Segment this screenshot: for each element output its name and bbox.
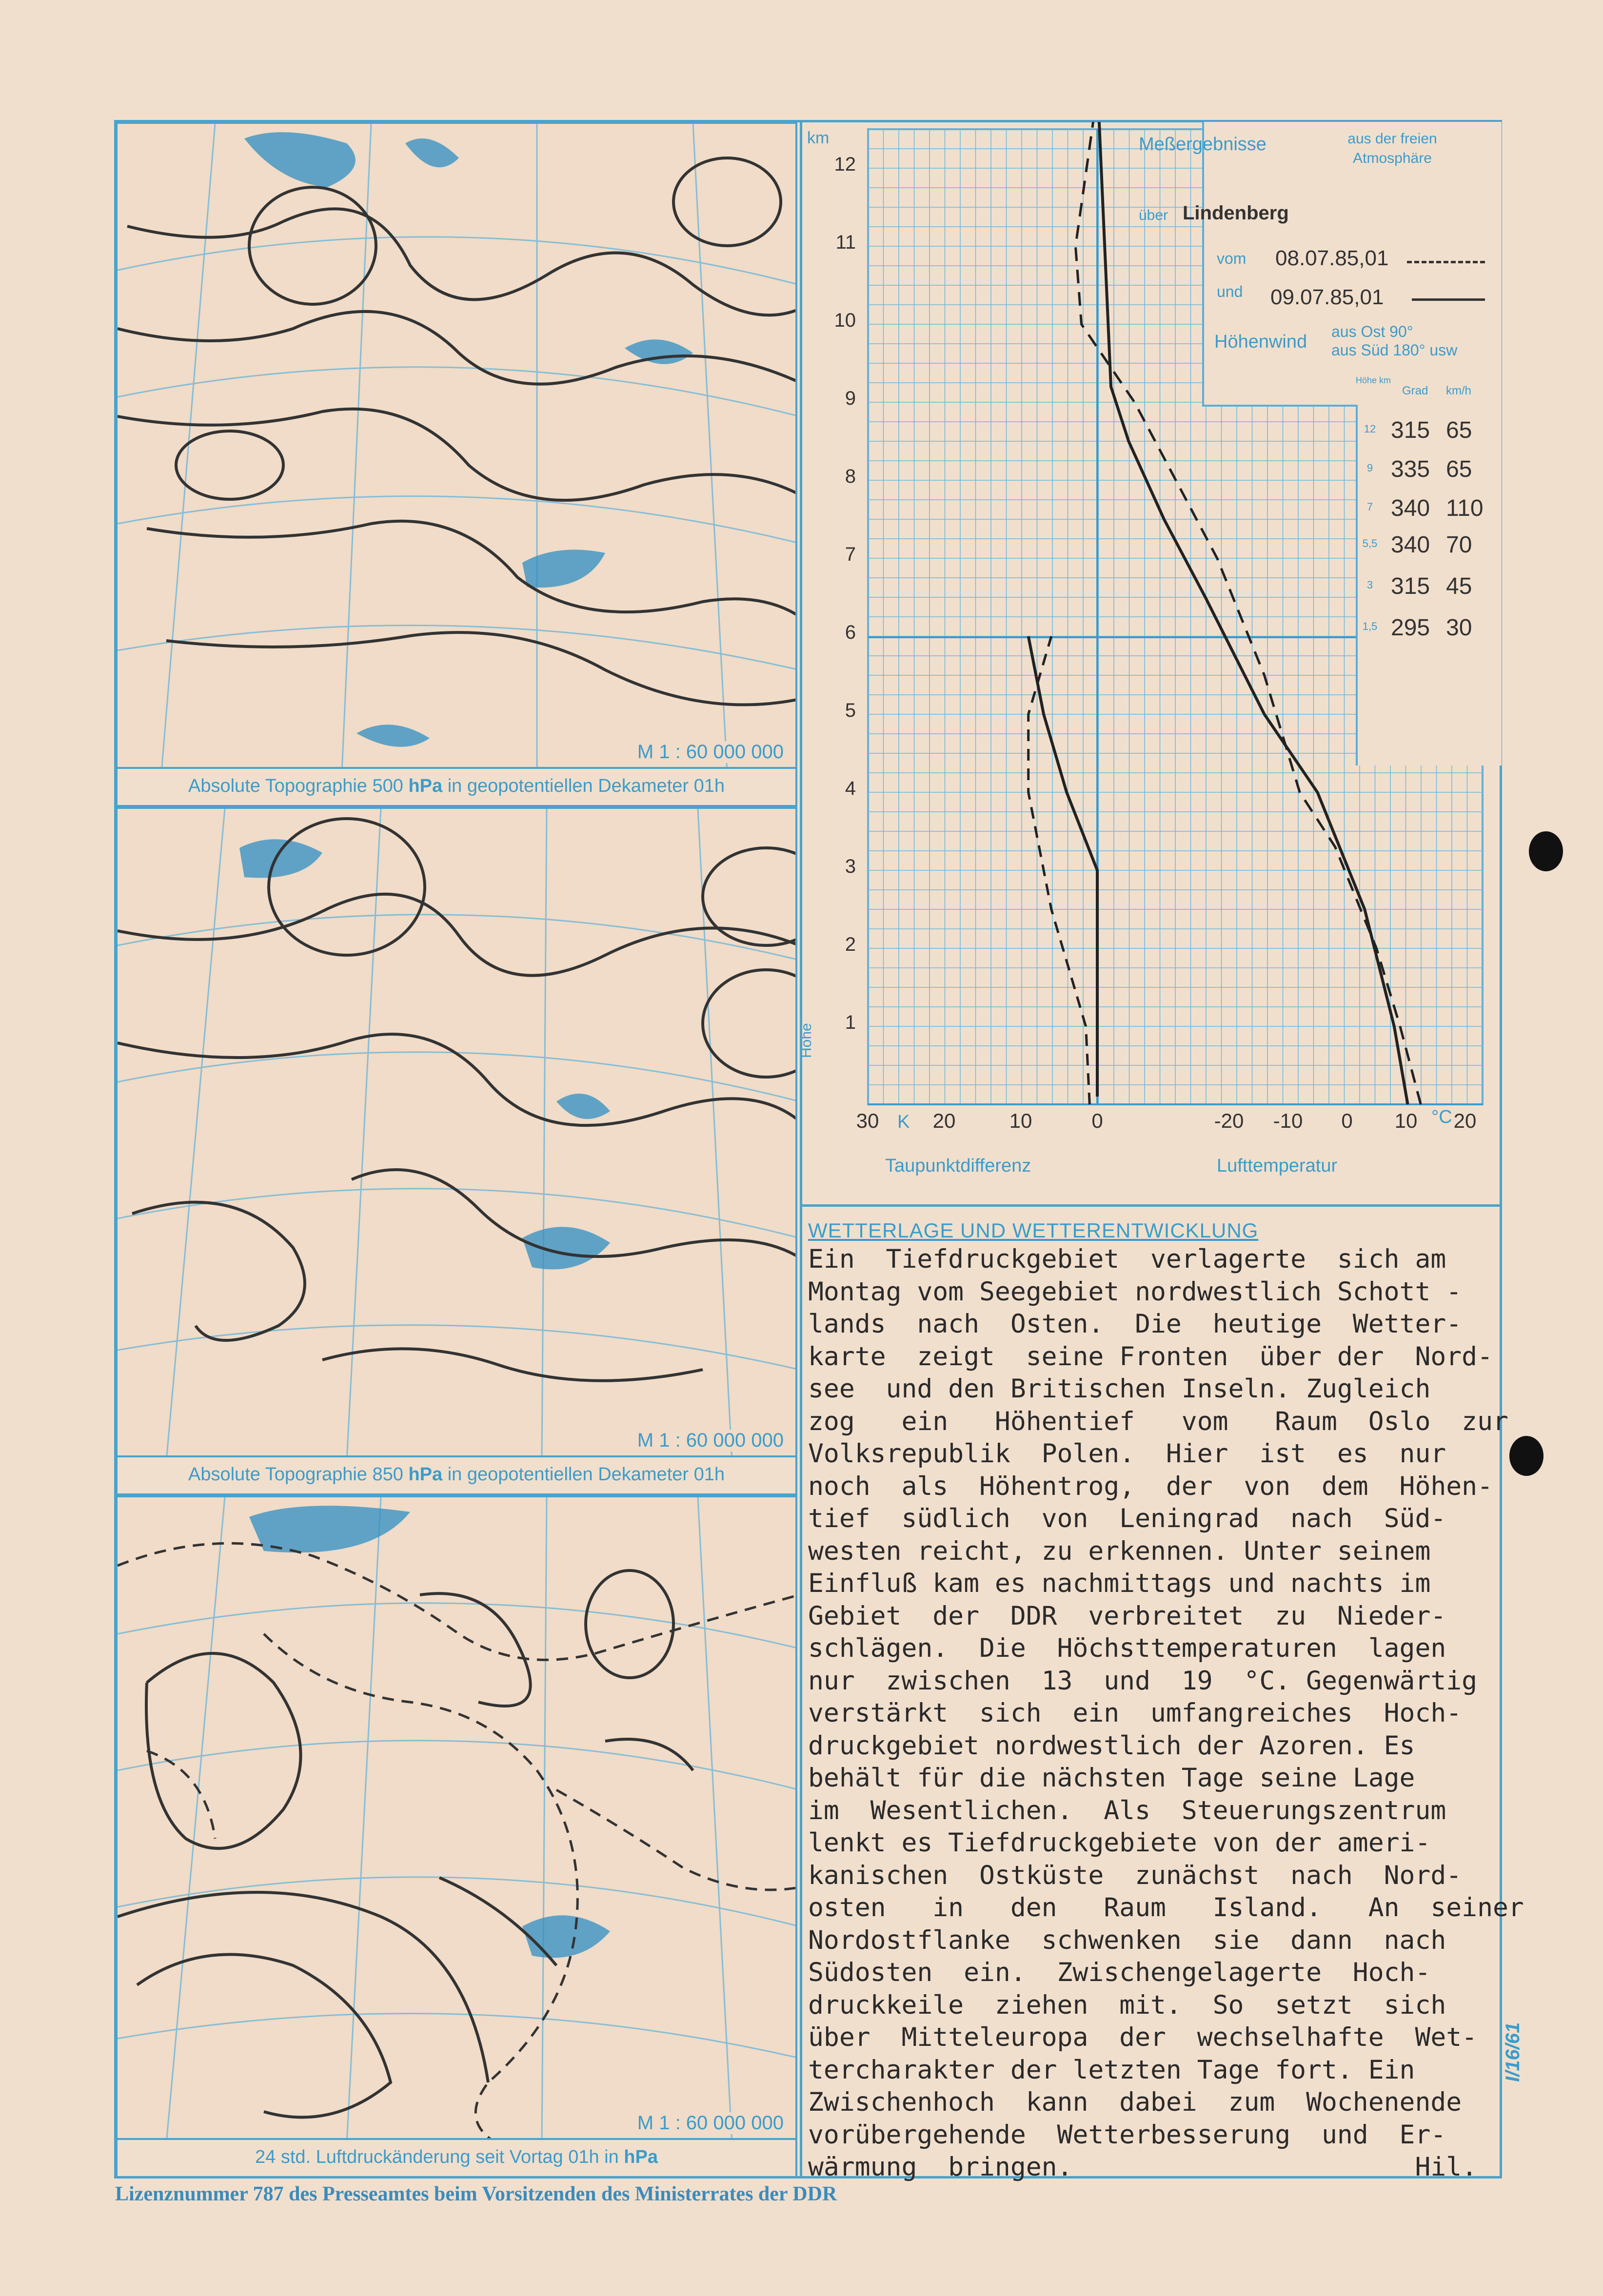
- to-date: 09.07.85,01: [1270, 285, 1384, 309]
- y-tick-label: 3: [845, 856, 856, 877]
- wind-row-height: 7: [1366, 501, 1373, 513]
- to-label: und: [1217, 283, 1243, 300]
- wind-row-direction: 315: [1391, 573, 1430, 599]
- y-tick-label: 1: [845, 1012, 856, 1033]
- wind-row: [1356, 531, 1500, 566]
- wind-col-dir: Grad: [1402, 384, 1428, 397]
- weather-text-line: karte zeigt seine Fronten über der Nord-: [808, 1341, 1493, 1372]
- y-tick-label: 6: [845, 622, 856, 643]
- y-tick-label: 9: [845, 388, 856, 409]
- wind-row-direction: 340: [1391, 532, 1430, 558]
- sounding-title-note-1: aus der freien: [1347, 131, 1437, 147]
- map-scale: M 1 : 60 000 000: [634, 1430, 787, 1452]
- y-tick-label: 8: [845, 466, 856, 487]
- map-caption: 24 std. Luftdruckänderung seit Vortag 01h in hPa: [118, 2138, 795, 2176]
- wind-row-direction: 335: [1391, 456, 1430, 482]
- weather-text-line: Südosten ein. Zwischengelagerte Hoch-: [808, 1958, 1431, 1987]
- weather-text-line: see und den Britischen Inseln. Zugleich: [808, 1374, 1431, 1404]
- weather-text-line: lands nach Osten. Die heutige Wetter-: [808, 1309, 1462, 1339]
- weather-text-line: nur zwischen 13 und 19 °C. Gegenwärtig: [808, 1666, 1478, 1696]
- temp-tick-label: 20: [1453, 1109, 1477, 1132]
- weather-text-line: Einfluß kam es nachmittags und nachts im: [808, 1569, 1431, 1598]
- map-caption: Absolute Topographie 850 hPa in geopotentiellen Dekameter 01h: [118, 1455, 795, 1493]
- weather-text-line: Montag vom Seegebiet nordwestlich Schott -: [808, 1276, 1462, 1307]
- weather-text-line: druckgebiet nordwestlich der Azoren. Es: [808, 1730, 1415, 1761]
- wind-row-height: 12: [1364, 423, 1376, 435]
- weather-text-line: schlägen. Die Höchsttemperaturen lagen: [808, 1633, 1446, 1663]
- wind-row-speed: 65: [1446, 456, 1472, 482]
- weather-text-line: wärmung bringen. Hil.: [808, 2152, 1478, 2182]
- wind-row-direction: 340: [1391, 495, 1430, 521]
- weather-text-line: im Wesentlichen. Als Steuerungszentrum: [808, 1795, 1446, 1825]
- wind-col-height: Höhe km: [1356, 375, 1391, 385]
- punch-hole-top: [1529, 831, 1563, 871]
- wind-row-direction: 295: [1391, 615, 1430, 641]
- weather-text-line: lenkt es Tiefdruckgebiete von der ameri-: [808, 1828, 1431, 1858]
- y-axis-label: Höhe: [798, 1023, 814, 1058]
- wind-row-speed: 70: [1446, 532, 1472, 558]
- wind-row-height: 3: [1366, 579, 1373, 591]
- dewpoint-curve-08: [1029, 636, 1097, 1097]
- wind-row-height: 1,5: [1362, 620, 1378, 632]
- weather-title: WETTERLAGE UND WETTERENTWICKLUNG: [808, 1219, 1259, 1242]
- wind-col-speed: km/h: [1446, 384, 1472, 397]
- from-label: vom: [1217, 250, 1247, 267]
- temp-tick-label: -10: [1273, 1109, 1303, 1132]
- weather-text-line: verstärkt sich ein umfangreiches Hoch-: [808, 1698, 1462, 1728]
- y-tick-label: 5: [845, 700, 856, 721]
- sounding-diagram: [798, 122, 1500, 1195]
- weather-text-line: zog ein Höhentief vom Raum Oslo zur: [808, 1406, 1508, 1436]
- station-prefix: über: [1139, 207, 1168, 223]
- weather-text-line: noch als Höhentrog, der von dem Höhen-: [808, 1471, 1493, 1501]
- dashed-line-legend: [1407, 261, 1485, 263]
- weather-text-line: Gebiet der DDR verbreitet zu Nieder-: [808, 1601, 1446, 1631]
- dew-tick-label: 10: [1009, 1109, 1032, 1132]
- wind-row-speed: 65: [1446, 417, 1472, 443]
- wind-row: [1356, 614, 1500, 648]
- y-tick-label: 2: [845, 934, 856, 955]
- wind-row: [1356, 456, 1500, 490]
- solid-line-legend: [1412, 298, 1485, 301]
- temp-tick-label: -20: [1214, 1109, 1244, 1132]
- temp-axis-label: Lufttemperatur: [1217, 1156, 1338, 1176]
- map-caption: Absolute Topographie 500 hPa in geopotentiellen Dekameter 01h: [118, 767, 795, 805]
- dew-tick-label: 0: [1091, 1109, 1103, 1132]
- weather-text-line: vorübergehende Wetterbesserung und Er-: [808, 2119, 1446, 2150]
- dew-axis-unit: K: [897, 1112, 910, 1132]
- y-axis-unit: km: [807, 129, 830, 147]
- map-pressure-change-drawing: [118, 1497, 797, 2144]
- wind-row: [1356, 573, 1500, 607]
- weather-text-line: Volksrepublik Polen. Hier ist es nur: [808, 1439, 1446, 1469]
- map-pressure-change: [116, 1495, 797, 2178]
- wind-row-speed: 45: [1446, 573, 1472, 599]
- wind-title: Höhenwind: [1214, 332, 1307, 352]
- map-850hpa-drawing: [118, 809, 797, 1461]
- weather-text-line: behält für die nächsten Tage seine Lage: [808, 1763, 1415, 1793]
- y-tick-label: 12: [834, 154, 856, 175]
- dew-axis-label: Taupunktdifferenz: [885, 1156, 1031, 1176]
- temp-tick-label: 10: [1394, 1109, 1418, 1132]
- weather-text-line: Ein Tiefdruckgebiet verlagerte sich am: [808, 1244, 1446, 1274]
- weather-text-line: kanischen Ostküste zunächst nach Nord-: [808, 1860, 1462, 1890]
- station-name: Lindenberg: [1183, 202, 1289, 224]
- temp-axis-unit: °C: [1431, 1107, 1452, 1127]
- sounding-title-note-2: Atmosphäre: [1353, 150, 1432, 166]
- temp-tick-label: 0: [1341, 1109, 1353, 1132]
- weather-text-line: Nordostflanke schwenken sie dann nach: [808, 1925, 1446, 1955]
- y-tick-label: 10: [834, 310, 856, 331]
- wind-row: [1356, 495, 1500, 529]
- wind-row-height: 9: [1366, 462, 1373, 474]
- weather-text-line: über Mitteleuropa der wechselhafte Wet-: [808, 2022, 1478, 2052]
- weather-text-line: druckkeile ziehen mit. So setzt sich: [808, 1990, 1446, 2020]
- weather-text-line: tief südlich von Leningrad nach Süd-: [808, 1504, 1446, 1533]
- wind-row: [1356, 417, 1500, 451]
- weather-text-line: westen reicht, zu erkennen. Unter seinem: [808, 1536, 1431, 1566]
- y-tick-label: 7: [845, 544, 856, 565]
- wind-row-direction: 315: [1391, 417, 1430, 443]
- y-tick-label: 11: [835, 232, 856, 253]
- map-500hpa: [116, 122, 797, 807]
- from-date: 08.07.85,01: [1275, 246, 1389, 270]
- wind-row-speed: 30: [1446, 615, 1472, 641]
- column-divider: [800, 120, 802, 2178]
- wind-row-height: 5,5: [1362, 537, 1378, 549]
- section-divider: [800, 1204, 1502, 1207]
- side-code: I/16/61: [1502, 2022, 1524, 2082]
- sounding-title: Meßergebnisse: [1139, 134, 1267, 155]
- weather-text-line: tercharakter der letzten Tage fort. Ein: [808, 2055, 1415, 2085]
- map-scale: M 1 : 60 000 000: [634, 2112, 787, 2134]
- weather-text-line: osten in den Raum Island. An seiner: [808, 1893, 1524, 1923]
- dew-tick-label: 20: [932, 1109, 956, 1132]
- y-tick-label: 4: [845, 778, 856, 799]
- wind-row-speed: 110: [1446, 495, 1484, 521]
- map-850hpa: [116, 807, 797, 1495]
- wind-note-2: aus Süd 180° usw: [1331, 341, 1458, 359]
- map-scale: M 1 : 60 000 000: [634, 741, 787, 763]
- license-footer: Lizenznummer 787 des Presseamtes beim Vorsitzenden des Ministerrates der DDR: [115, 2183, 837, 2205]
- punch-hole-bottom: [1509, 1436, 1544, 1476]
- wind-note-1: aus Ost 90°: [1331, 323, 1413, 340]
- weather-text-line: Zwischenhoch kann dabei zum Wochenende: [808, 2087, 1462, 2117]
- dew-tick-label: 30: [856, 1109, 879, 1132]
- map-500hpa-drawing: [118, 124, 797, 772]
